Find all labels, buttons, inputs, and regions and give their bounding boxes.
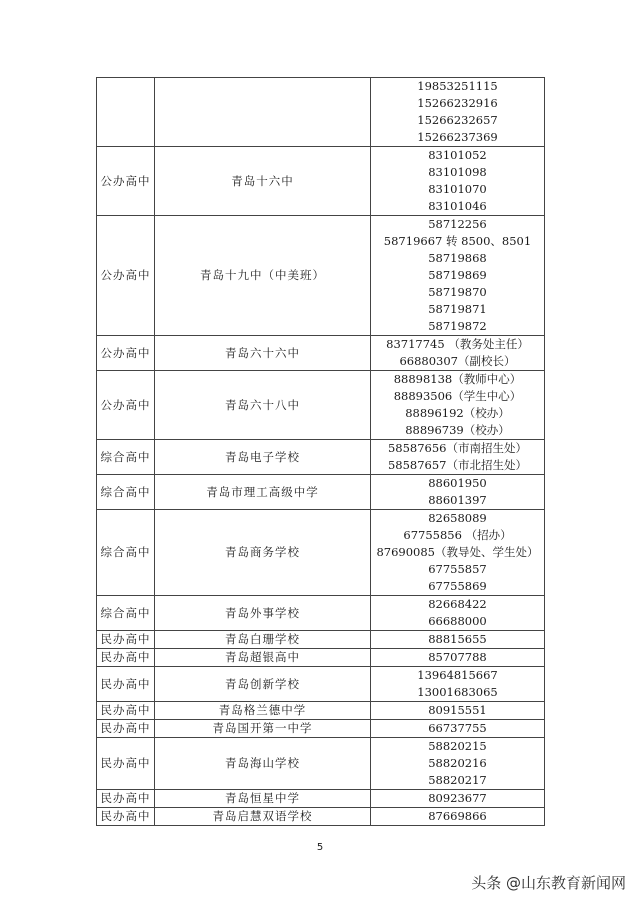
phone-number: 58820216 — [428, 756, 487, 770]
phone-number: 58587656（市南招生处） — [387, 441, 528, 455]
school-type-cell: 公办高中 — [97, 216, 155, 336]
table-row — [97, 790, 545, 808]
phone-cell — [371, 510, 545, 596]
phone-cell — [371, 667, 545, 702]
school-type-cell: 公办高中 — [97, 371, 155, 440]
phone-number: 88815655 — [428, 632, 487, 646]
school-type-cell — [97, 78, 155, 147]
phone-number: 15266232916 — [417, 96, 498, 110]
school-name-cell: 青岛十九中（中美班） — [155, 216, 371, 336]
school-name-cell: 青岛十六中 — [155, 147, 371, 216]
school-contact-table — [96, 77, 545, 826]
phone-number: 66688000 — [428, 614, 487, 628]
table-row — [97, 649, 545, 667]
phone-cell — [371, 336, 545, 371]
phone-number: 88896192（校办） — [405, 406, 510, 420]
phone-number: 88601950 — [428, 476, 487, 490]
school-type-cell: 公办高中 — [97, 336, 155, 371]
school-type-cell: 民办高中 — [97, 808, 155, 826]
school-type-cell: 民办高中 — [97, 631, 155, 649]
phone-cell — [371, 631, 545, 649]
phone-cell — [371, 596, 545, 631]
school-type-cell: 民办高中 — [97, 667, 155, 702]
school-type-cell: 综合高中 — [97, 475, 155, 510]
phone-number: 66737755 — [428, 721, 487, 735]
phone-number: 83101070 — [428, 182, 487, 196]
school-type-cell: 民办高中 — [97, 738, 155, 790]
phone-number: 58719870 — [428, 285, 487, 299]
watermark — [471, 872, 626, 893]
table-row — [97, 738, 545, 790]
phone-number: 13001683065 — [417, 685, 498, 699]
school-name-cell — [155, 78, 371, 147]
phone-cell — [371, 147, 545, 216]
school-name-cell: 青岛六十六中 — [155, 336, 371, 371]
table-row — [97, 147, 545, 216]
phone-cell — [371, 440, 545, 475]
page-number: 5 — [316, 842, 324, 853]
table-row — [97, 631, 545, 649]
phone-number: 83717745 （教务处主任） — [386, 337, 529, 351]
phone-cell — [371, 738, 545, 790]
school-type-cell: 民办高中 — [97, 720, 155, 738]
phone-number: 88893506（学生中心） — [393, 389, 522, 403]
table-row — [97, 440, 545, 475]
phone-number: 87669866 — [428, 809, 487, 823]
phone-number: 83101098 — [428, 165, 487, 179]
phone-number: 58719868 — [428, 251, 487, 265]
table-row — [97, 510, 545, 596]
school-type-cell: 公办高中 — [97, 147, 155, 216]
phone-number: 13964815667 — [417, 668, 498, 682]
phone-number: 83101046 — [428, 199, 487, 213]
phone-cell — [371, 216, 545, 336]
school-name-cell: 青岛白珊学校 — [155, 631, 371, 649]
school-type-cell: 民办高中 — [97, 790, 155, 808]
phone-number: 83101052 — [428, 148, 487, 162]
phone-cell — [371, 371, 545, 440]
phone-number: 85707788 — [428, 650, 487, 664]
school-type-cell: 综合高中 — [97, 596, 155, 631]
school-name-cell: 青岛海山学校 — [155, 738, 371, 790]
table-row — [97, 371, 545, 440]
phone-number: 88896739（校办） — [405, 423, 510, 437]
phone-number: 82658089 — [428, 511, 487, 525]
school-name-cell: 青岛商务学校 — [155, 510, 371, 596]
school-type-cell: 综合高中 — [97, 440, 155, 475]
watermark-text: 头条 @山东教育新闻网 — [471, 874, 626, 892]
phone-number: 58719667 转 8500、8501 — [383, 234, 532, 248]
phone-number: 15266237369 — [417, 130, 498, 144]
table-row — [97, 596, 545, 631]
school-name-cell: 青岛启慧双语学校 — [155, 808, 371, 826]
phone-number: 87690085（教导处、学生处） — [376, 545, 539, 559]
school-type-cell: 民办高中 — [97, 702, 155, 720]
school-name-cell: 青岛国开第一中学 — [155, 720, 371, 738]
school-name-cell: 青岛六十八中 — [155, 371, 371, 440]
school-name-cell: 青岛超银高中 — [155, 649, 371, 667]
school-type-cell: 综合高中 — [97, 510, 155, 596]
table-row — [97, 216, 545, 336]
phone-number: 58719872 — [428, 319, 487, 333]
phone-number: 88898138（教师中心） — [393, 372, 522, 386]
phone-cell — [371, 808, 545, 826]
phone-cell — [371, 475, 545, 510]
phone-number: 58587657（市北招生处） — [387, 458, 528, 472]
phone-number: 80915551 — [428, 703, 487, 717]
table-row — [97, 336, 545, 371]
phone-number: 80923677 — [428, 791, 487, 805]
school-name-cell: 青岛外事学校 — [155, 596, 371, 631]
phone-number: 67755857 — [428, 562, 487, 576]
school-name-cell: 青岛市理工高级中学 — [155, 475, 371, 510]
phone-number: 58820217 — [428, 773, 487, 787]
phone-number: 19853251115 — [417, 79, 498, 93]
phone-number: 82668422 — [428, 597, 487, 611]
phone-cell — [371, 790, 545, 808]
school-name-cell: 青岛格兰德中学 — [155, 702, 371, 720]
phone-cell — [371, 720, 545, 738]
school-name-cell: 青岛恒星中学 — [155, 790, 371, 808]
school-type-cell: 民办高中 — [97, 649, 155, 667]
phone-number: 58820215 — [428, 739, 487, 753]
table-row — [97, 808, 545, 826]
table-row — [97, 475, 545, 510]
phone-number: 66880307（副校长） — [399, 354, 516, 368]
phone-number: 58712256 — [428, 217, 487, 231]
phone-number: 67755856 （招办） — [403, 528, 512, 542]
table-row — [97, 78, 545, 147]
phone-number: 88601397 — [428, 493, 487, 507]
phone-number: 67755869 — [428, 579, 487, 593]
school-name-cell: 青岛创新学校 — [155, 667, 371, 702]
table-row — [97, 667, 545, 702]
table-row — [97, 720, 545, 738]
phone-number: 15266232657 — [417, 113, 498, 127]
school-name-cell: 青岛电子学校 — [155, 440, 371, 475]
phone-cell — [371, 702, 545, 720]
phone-number: 58719869 — [428, 268, 487, 282]
phone-cell — [371, 78, 545, 147]
phone-number: 58719871 — [428, 302, 487, 316]
table-row — [97, 702, 545, 720]
phone-cell — [371, 649, 545, 667]
